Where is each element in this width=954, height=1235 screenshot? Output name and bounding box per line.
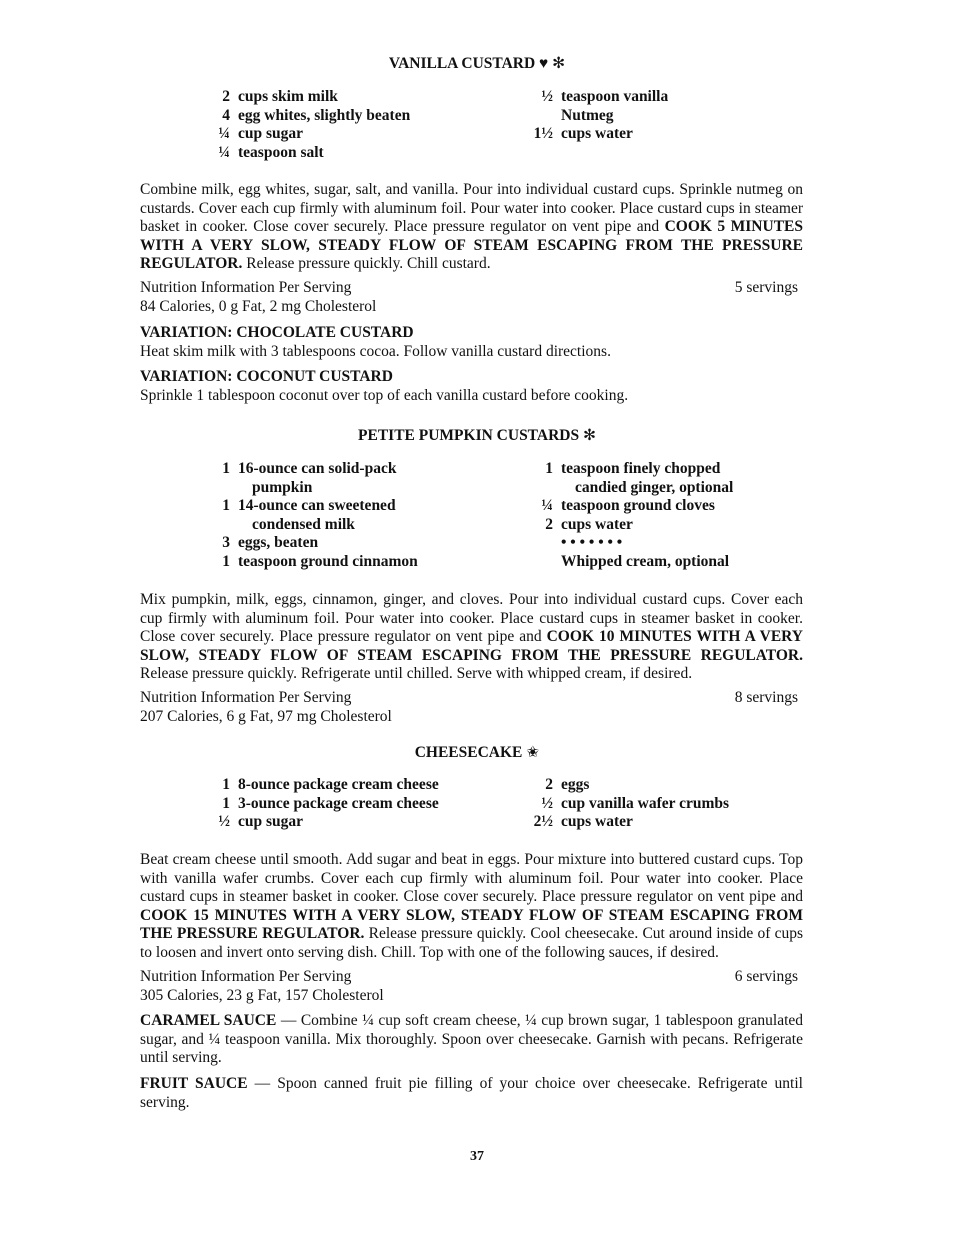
ingredient-line: 2½ cups water: [533, 813, 633, 831]
ingredient-line: condensed milk: [252, 515, 355, 533]
nutrition-values: 305 Calories, 23 g Fat, 157 Cholesterol: [140, 987, 384, 1004]
variation-text: Heat skim milk with 3 tablespoons cocoa. Follow vanilla custard directions.: [140, 343, 611, 360]
nutrition-label: Nutrition Information Per Serving: [140, 968, 352, 985]
ingredient-line: 1 teaspoon ground cinnamon: [222, 552, 418, 570]
ingredients-left-column: [196, 88, 410, 162]
ingredient-line: 3 eggs, beaten: [222, 534, 319, 552]
sauce-title: FRUIT SAUCE: [140, 1075, 248, 1092]
recipe-directions: Beat cream cheese until smooth. Add sugar and beat in eggs. Pour mixture into buttered custard cups. Top with vanilla wafer crumbs. Cover each cup firmly with aluminum foil. Pour water into cooker. Place custard cups in steamer basket in cooker. Close cover securely. Place pressure regulator on vent pipe and COOK 15 MINUTES WITH A VERY SLOW, STEADY FLOW OF STEAM ESCAPING FROM THE PRESSURE REGULATOR. Release pressure quickly. Cool cheesecake. Cut around inside of cups to loosen and invert onto serving dish. Chill. Top with one of the following sauces, if desired.: [140, 851, 803, 961]
ingredient-divider-dots: • • • • • • •: [561, 534, 623, 552]
page-number: 37: [470, 1149, 484, 1164]
heart-asterisk-icon: ♥ ✻: [539, 55, 566, 72]
star-icon: ✬: [526, 744, 540, 761]
asterisk-icon: ✻: [582, 427, 596, 444]
sauce-title: CARAMEL SAUCE: [140, 1012, 277, 1029]
recipe-title-vanilla-custard: [0, 55, 954, 73]
ingredient-line: 2 cups skim milk: [222, 88, 338, 105]
nutrition-label: Nutrition Information Per Serving: [140, 279, 352, 296]
ingredient-line: ½ cup sugar: [218, 813, 304, 831]
ingredients-right-column: [519, 460, 733, 572]
recipe-title-text: PETITE PUMPKIN CUSTARDS: [358, 427, 580, 444]
ingredient-line: ¼ teaspoon salt: [218, 143, 324, 161]
ingredient-line: ¼ cup sugar: [218, 125, 304, 143]
sauce-text: — Spoon canned fruit pie filling of your choice over cheesecake. Refrigerate until serving.: [140, 1075, 803, 1111]
ingredient-line: 1 teaspoon finely chopped: [545, 460, 721, 477]
nutrition-info: [140, 967, 800, 1005]
recipe-directions: Combine milk, egg whites, sugar, salt, and vanilla. Pour into individual custard cups. Sprinkle nutmeg on custards. Cover each cup firmly with aluminum foil. Pour water into cooker. Place custard cups in steamer basket in cooker. Close cover securely. Place pressure regulator on vent pipe and COOK 5 MINUTES WITH A VERY SLOW, STEADY FLOW OF STEAM ESCAPING FROM THE PRESSURE REGULATOR. Release pressure quickly. Chill custard.: [140, 181, 803, 273]
recipe-title-cheesecake: [0, 744, 954, 762]
nutrition-values: 207 Calories, 6 g Fat, 97 mg Cholesterol: [140, 708, 392, 725]
variation-title: VARIATION: COCONUT CUSTARD: [140, 368, 393, 385]
ingredient-line: ¼ teaspoon ground cloves: [541, 497, 715, 515]
ingredient-line: Whipped cream, optional: [561, 552, 730, 570]
recipe-directions: Mix pumpkin, milk, eggs, cinnamon, ginger, and cloves. Pour into individual custard cups. Cover each cup firmly with aluminum foil. Pour water into cooker. Place custard cups in steamer basket in cooker. Close cover securely. Place pressure regulator on vent pipe and COOK 10 MINUTES WITH A VERY SLOW, STEADY FLOW OF STEAM ESCAPING FROM THE PRESSURE REGULATOR. Release pressure quickly. Refrigerate until chilled. Serve with whipped cream, if desired.: [140, 591, 803, 683]
variation-chocolate: [140, 323, 800, 361]
caramel-sauce: [140, 1012, 803, 1068]
ingredients-right-column: [519, 88, 668, 144]
ingredient-line: 2 eggs: [545, 776, 590, 793]
ingredient-line: ½ cup vanilla wafer crumbs: [541, 794, 730, 812]
ingredient-line: 4 egg whites, slightly beaten: [222, 106, 411, 124]
nutrition-values: 84 Calories, 0 g Fat, 2 mg Cholesterol: [140, 298, 377, 315]
ingredient-line: 1½ cups water: [533, 125, 633, 143]
nutrition-info: [140, 278, 800, 316]
ingredient-line: 1 3-ounce package cream cheese: [222, 794, 439, 812]
ingredients-left-column: [196, 776, 439, 832]
ingredient-line: candied ginger, optional: [575, 478, 734, 496]
ingredients-left-column: [196, 460, 418, 572]
ingredients-right-column: [519, 776, 729, 832]
ingredient-line: Nutmeg: [561, 106, 614, 124]
variation-text: Sprinkle 1 tablespoon coconut over top of each vanilla custard before cooking.: [140, 387, 629, 404]
recipe-title-text: VANILLA CUSTARD: [388, 55, 536, 72]
variation-title: VARIATION: CHOCOLATE CUSTARD: [140, 324, 414, 341]
ingredient-line: 1 14-ounce can sweetened: [222, 497, 396, 515]
nutrition-info: [140, 688, 800, 726]
ingredient-line: pumpkin: [252, 478, 313, 496]
ingredient-line: ½ teaspoon vanilla: [541, 88, 669, 105]
recipe-title-pumpkin-custards: [0, 427, 954, 445]
recipe-title-text: CHEESECAKE: [414, 744, 523, 761]
fruit-sauce: [140, 1075, 803, 1112]
sauce-text: — Combine ¼ cup soft cream cheese, ¼ cup brown sugar, 1 tablespoon granulated sugar, and ¼ teaspoon vanilla. Mix thoroughly. Spoon over cheesecake. Garnish with pecans. Refrigerate until serving.: [140, 1012, 804, 1067]
ingredient-line: 1 16-ounce can solid-pack: [222, 460, 397, 477]
nutrition-label: Nutrition Information Per Serving: [140, 689, 352, 706]
servings-count: 5 servings: [734, 279, 798, 296]
ingredient-line: 1 8-ounce package cream cheese: [222, 776, 439, 793]
servings-count: 8 servings: [734, 689, 798, 706]
servings-count: 6 servings: [734, 968, 798, 985]
ingredient-line: 2 cups water: [545, 515, 633, 533]
variation-coconut: [140, 367, 800, 405]
